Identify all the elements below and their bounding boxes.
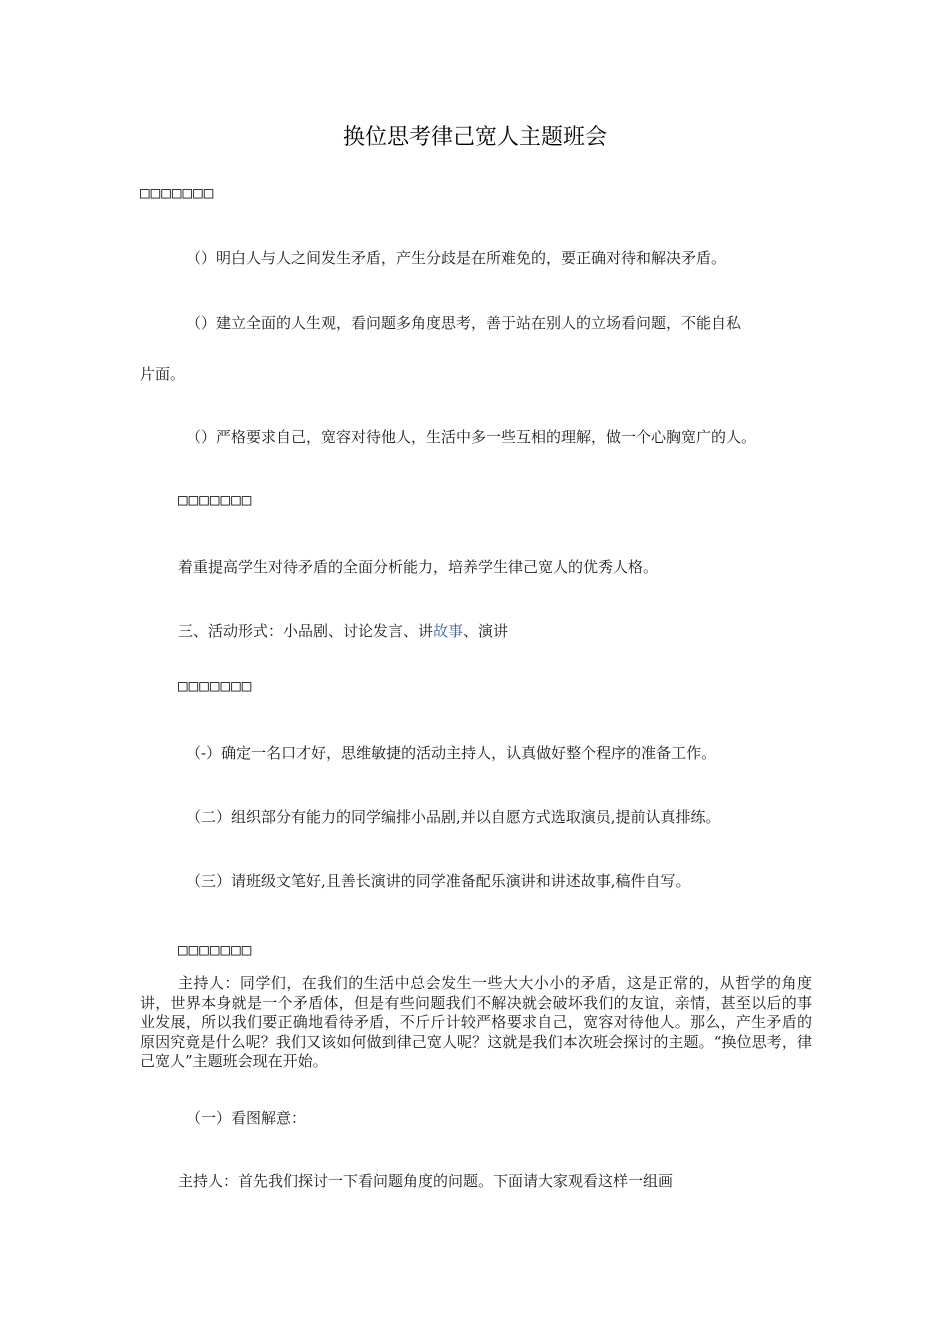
- objective-2: （）建立全面的人生观，看问题多角度思考，善于站在别人的立场看问题，不能自私: [186, 314, 742, 332]
- section-heading-3: □□□□□□□: [178, 676, 253, 695]
- preparation-2: （二）组织部分有能力的同学编排小品剧,并以自愿方式选取演员,提前认真排练。: [186, 808, 721, 826]
- section-picture-interpretation: （一）看图解意：: [186, 1109, 307, 1127]
- preparation-3: （三）请班级文笔好,且善长演讲的同学准备配乐演讲和讲述故事,稿件自写。: [186, 872, 691, 890]
- host-intro-paragraph: 主持人：同学们，在我们的生活中总会发生一些大大小小的矛盾，这是正常的，从哲学的角度讲，世界本身就是一个矛盾体，但是有些问题我们不解决就会破坏我们的友谊，亲情，甚至以后的事业发展，所以我们要正确地看待矛盾，不斤斤计较严格要求自己，宽容对待他人。那么，产生矛盾的原因究竟是什么呢？我们又该如何做到律己宽人呢？这就是我们本次班会探讨的主题。“换位思考，律己宽人”主题班会现在开始。: [140, 974, 812, 1070]
- objective-1: （）明白人与人之间发生矛盾，产生分歧是在所难免的，要正确对待和解决矛盾。: [186, 249, 727, 267]
- focus-text: 着重提高学生对待矛盾的全面分析能力，培养学生律己宽人的优秀人格。: [178, 558, 659, 576]
- activity-form: [178, 621, 508, 641]
- objective-2-continued: 片面。: [140, 365, 186, 383]
- preparation-1: （-）确定一名口才好，思维敏捷的活动主持人，认真做好整个程序的准备工作。: [186, 744, 717, 762]
- objective-3: （）严格要求自己，宽容对待他人，生活中多一些互相的理解，做一个心胸宽广的人。: [186, 428, 757, 446]
- activity-form-suffix: 、演讲: [463, 622, 509, 640]
- host-pictures-text: 主持人：首先我们探讨一下看问题角度的问题。下面请大家观看这样一组画: [178, 1172, 674, 1190]
- activity-form-prefix: 三、活动形式：小品剧、讨论发言、讲: [178, 622, 434, 640]
- section-heading-1: □□□□□□□: [140, 183, 215, 202]
- section-heading-2: □□□□□□□: [178, 490, 253, 509]
- story-link[interactable]: 故事: [433, 622, 464, 640]
- document-title: 换位思考律己宽人主题班会: [342, 125, 607, 150]
- section-heading-4: □□□□□□□: [178, 940, 253, 959]
